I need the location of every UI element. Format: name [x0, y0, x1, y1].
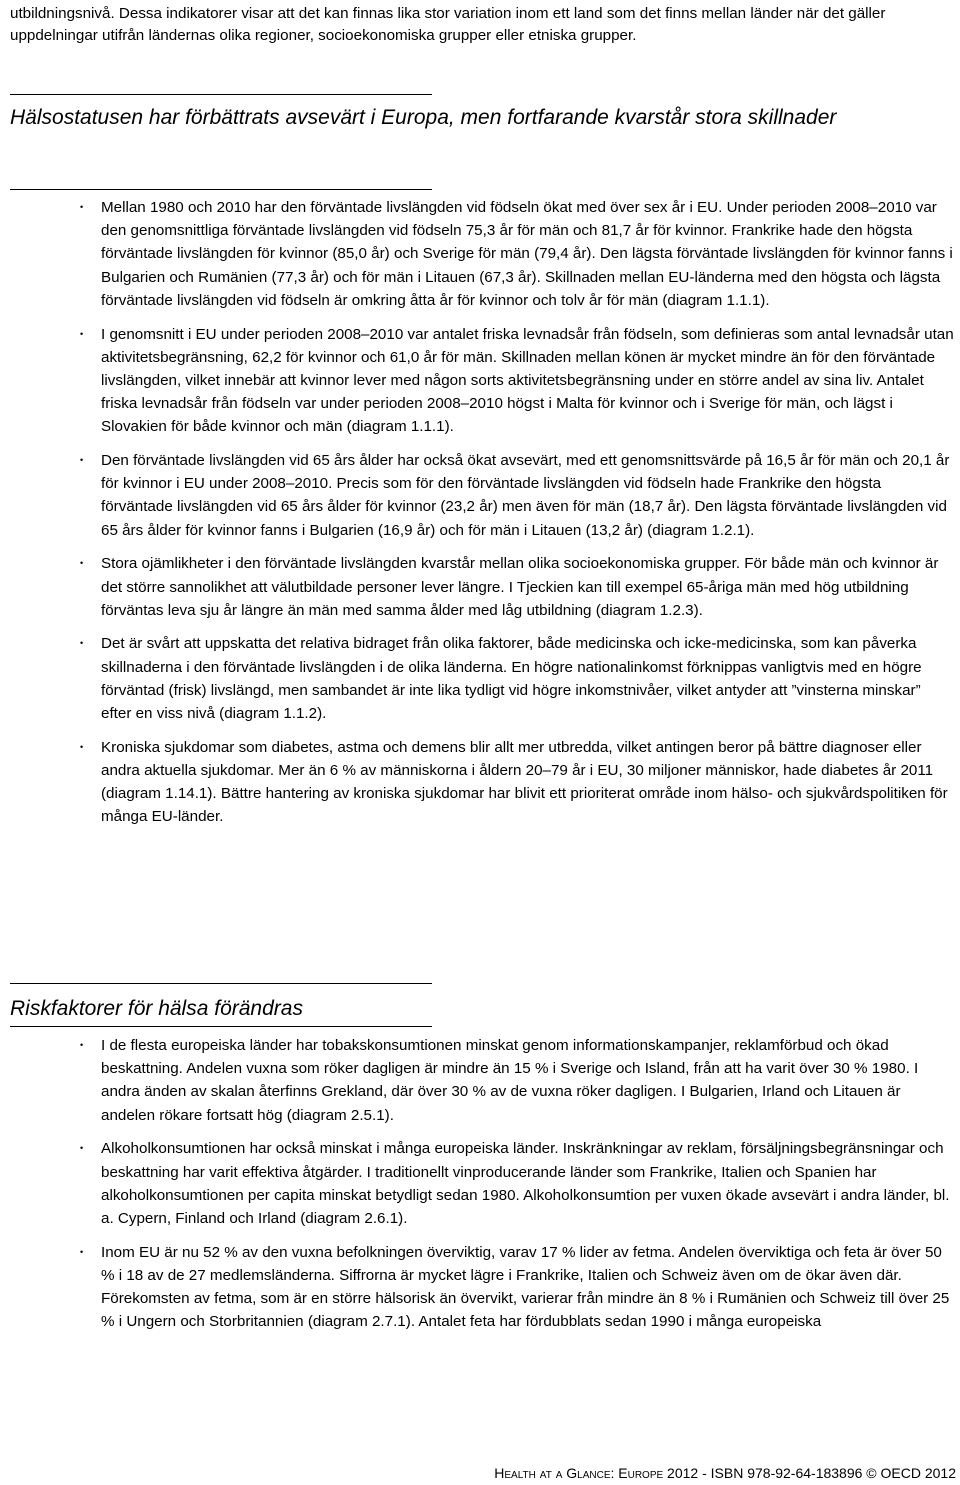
bullet-item: • Kroniska sjukdomar som diabetes, astma och demens blir allt mer utbredda, vilket antingen beror på bättre diagnoser eller andra aktuella sjukdomar. Mer än 6 % av människorna i åldern 20–79 år i EU, 30 miljoner människor, hade diabetes år 2011 (diagram 1.14.1). Bättre hantering av kroniska sjukdomar har blivit ett prioriterat område inom hälso- och sjukvårdspolitiken för många EU-länder.: [80, 736, 955, 829]
bullet-item: • I de flesta europeiska länder har tobakskonsumtionen minskat genom informationskampanjer, reklamförbud och ökad beskattning. Andelen vuxna som röker dagligen är mindre än 15 % i Sverige och Island, från att ha varit över 30 % 1980. I andra änden av skalan återfinns Grekland, där över 30 % av de vuxna röker dagligen. I Bulgarien, Irland och Litauen är andelen rökare fortsatt hög (diagram 2.5.1).: [80, 1034, 955, 1127]
section-heading-health-status: Hälsostatusen har förbättrats avsevärt i Europa, men fortfarande kvarstår stora skillnader: [10, 106, 837, 129]
footer-publication-title: Health at a Glance: Europe 2012: [494, 1465, 699, 1481]
section-top-rule: [10, 94, 432, 95]
footer-isbn-copyright: - ISBN 978-92-64-183896 © OECD 2012: [698, 1465, 956, 1481]
section-bottom-rule: [10, 189, 432, 190]
health-status-bullet-list: [80, 196, 955, 839]
bullet-item: • Stora ojämlikheter i den förväntade livslängden kvarstår mellan olika socioekonomiska grupper. För både män och kvinnor är det större sannolikhet att välutbildade personer lever längre. I Tjeckien kan till exempel 65-åriga män med hög utbildning förväntas leva sju år längre än män med samma ålder med låg utbildning (diagram 1.2.3).: [80, 552, 955, 622]
bullet-item: • Alkoholkonsumtionen har också minskat i många europeiska länder. Inskränkningar av reklam, försäljningsbegränsningar och beskattning har varit effektiva åtgärder. I traditionellt vinproducerande länder som Frankrike, Italien och Spanien har alkoholkonsumtionen per capita minskat betydligt sedan 1980. Alkoholkonsumtion per vuxen ökade avsevärt i andra länder, bl. a. Cypern, Finland och Irland (diagram 2.6.1).: [80, 1137, 955, 1230]
bullet-item: • Det är svårt att uppskatta det relativa bidraget från olika faktorer, både medicinska och icke-medicinska, som kan påverka skillnaderna i den förväntade livslängden i de olika länderna. En högre nationalinkomst förknippas vanligtvis med en högre förväntad (frisk) livslängd, men sambandet är inte lika tydligt vid högre inkomstnivåer, vilket antyder att ”vinsterna minskar” efter en viss nivå (diagram 1.1.2).: [80, 632, 955, 725]
bullet-item: • I genomsnitt i EU under perioden 2008–2010 var antalet friska levnadsår från födseln, som definieras som antal levnadsår utan aktivitetsbegränsning, 62,2 för kvinnor och 61,0 år för män. Skillnaden mellan könen är mycket mindre än för den förväntade livslängden, vilket innebär att kvinnor lever med någon sorts aktivitetsbegränsning under en större andel av sina liv. Antalet friska levnadsår från födseln var under perioden 2008–2010 högst i Malta för kvinnor och i Sverige för män, och lägst i Slovakien för både kvinnor och män (diagram 1.1.1).: [80, 323, 955, 439]
bullet-item: • Inom EU är nu 52 % av den vuxna befolkningen överviktig, varav 17 % lider av fetma. Andelen överviktiga och feta är över 50 % i 18 av de 27 medlemsländerna. Siffrorna är mycket lägre i Frankrike, Italien och Schweiz även om de ökar även där. Förekomsten av fetma, som är en större hälsorisk än övervikt, varierar från mindre än 8 % i Rumänien och Schweiz till över 25 % i Ungern och Storbritannien (diagram 2.7.1). Antalet feta har fördubblats sedan 1990 i många europeiska: [80, 1241, 955, 1334]
risk-factors-bullet-list: [80, 1034, 955, 1344]
bullet-item: • Mellan 1980 och 2010 har den förväntade livslängden vid födseln ökat med över sex år i EU. Under perioden 2008–2010 var den genomsnittliga förväntade livslängden vid födseln 75,3 år för män och 81,7 år för kvinnor. Frankrike hade den högsta förväntade livslängden för kvinnor (85,0 år) och Sverige för män (79,4 år). Den lägsta förväntade livslängden för kvinnor fanns i Bulgarien och Rumänien (77,3 år) och för män i Litauen (67,3 år). Skillnaden mellan EU-länderna med den högsta och lägsta förväntade livslängden vid födseln är omkring åtta år för kvinnor och tolv år för män (diagram 1.1.1).: [80, 196, 955, 312]
page-footer: [448, 1465, 956, 1481]
bullet-item: • Den förväntade livslängden vid 65 års ålder har också ökat avsevärt, med ett genomsnittsvärde på 16,5 år för män och 20,1 år för kvinnor i EU under 2008–2010. Precis som för den förväntade livslängden vid födseln hade Frankrike den högsta förväntade livslängden vid 65 års ålder för kvinnor (23,2 år) men även för män (18,7 år). Den lägsta förväntade livslängden vid 65 års ålder för kvinnor fanns i Bulgarien (16,9 år) och för män i Litauen (13,2 år) (diagram 1.2.1).: [80, 449, 955, 542]
section-top-rule: [10, 983, 432, 984]
intro-paragraph: utbildningsnivå. Dessa indikatorer visar att det kan finnas lika stor variation inom ett land som det finns mellan länder när det gäller uppdelningar utifrån ländernas olika regioner, socioekonomiska grupper eller etniska grupper.: [10, 5, 886, 44]
section-bottom-rule: [10, 1026, 432, 1027]
section-heading-risk-factors: Riskfaktorer för hälsa förändras: [10, 997, 303, 1020]
